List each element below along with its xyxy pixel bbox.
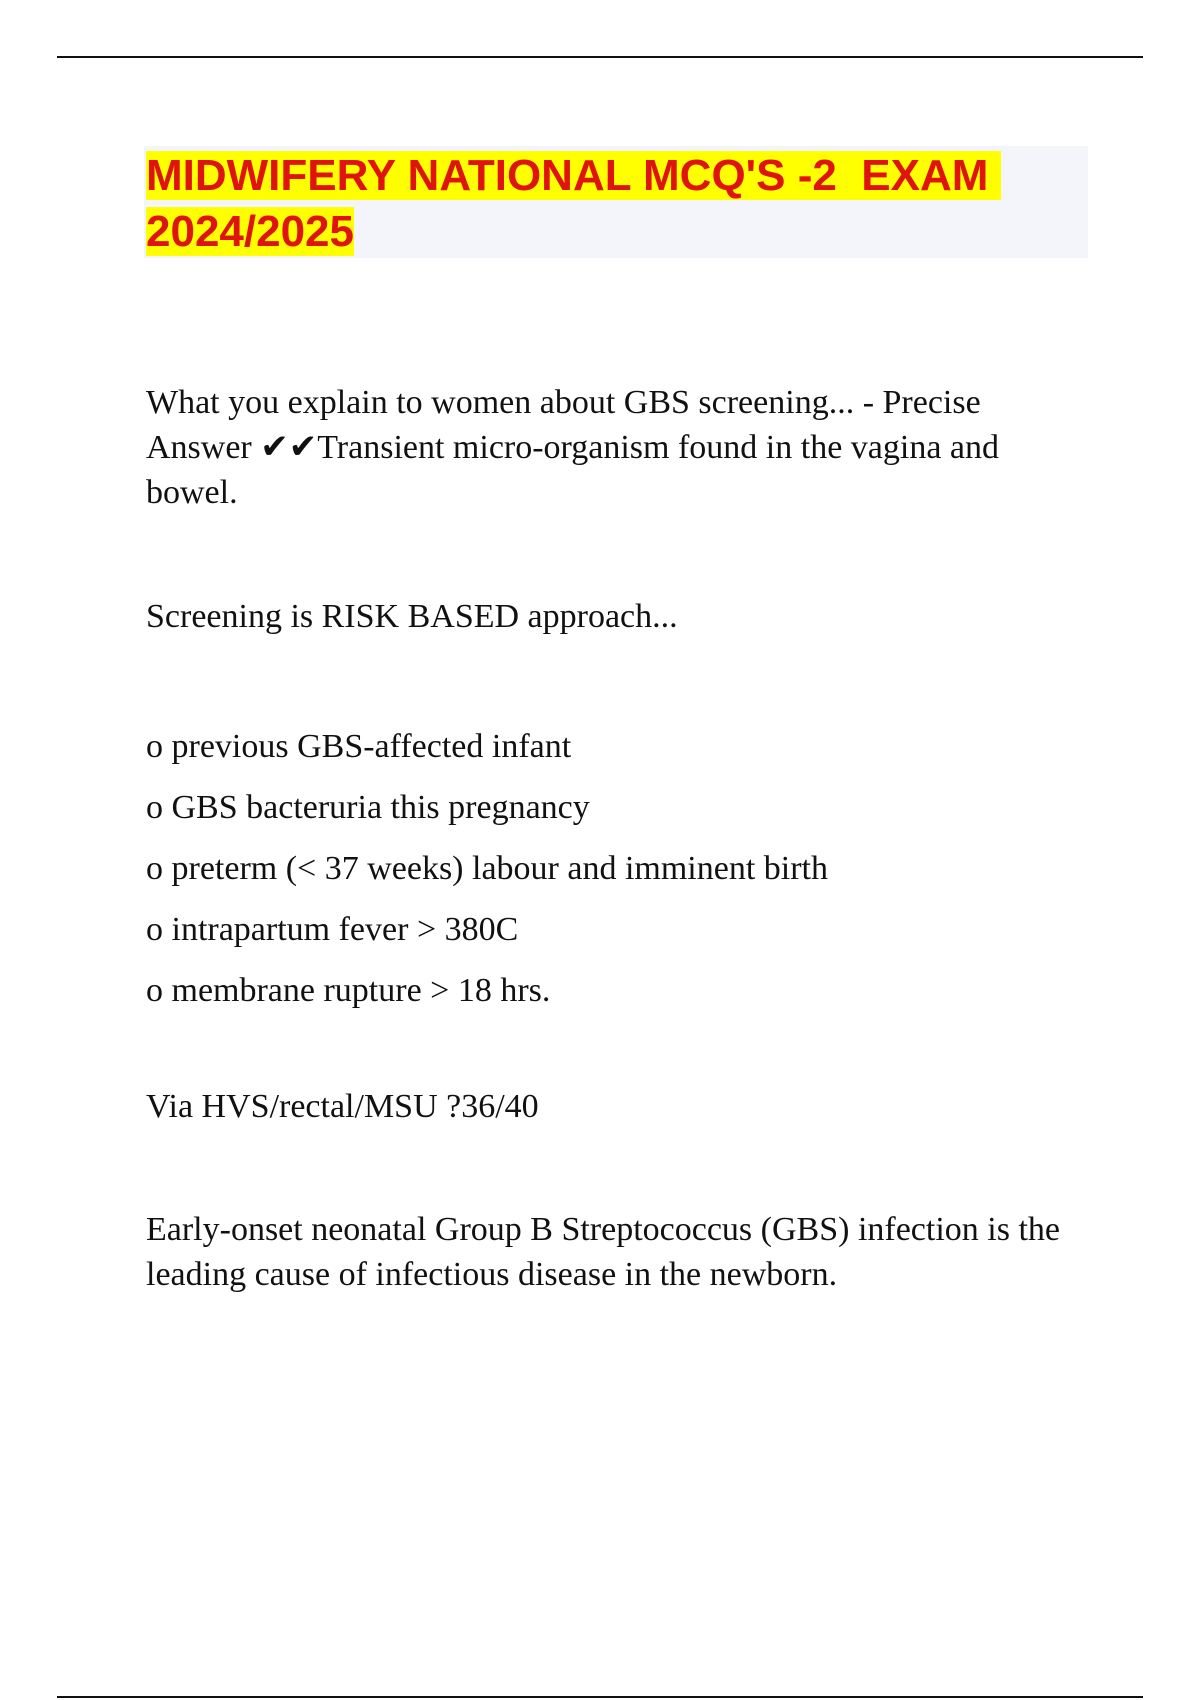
- bottom-rule: [57, 1696, 1143, 1698]
- page-title: [146, 148, 1086, 260]
- question-paragraph: What you explain to women about GBS screening... - Precise Answer ✔✔Transient micro-organism found in the vagina and bowel.: [146, 384, 1000, 511]
- top-rule: [57, 56, 1143, 58]
- list-item: o membrane rupture > 18 hrs.: [146, 972, 551, 1009]
- list-item: o GBS bacteruria this pregnancy: [146, 789, 590, 826]
- screening-paragraph: Screening is RISK BASED approach...: [146, 598, 678, 635]
- list-item: o preterm (< 37 weeks) labour and imminent birth: [146, 850, 828, 887]
- method-paragraph: Via HVS/rectal/MSU ?36/40: [146, 1088, 539, 1125]
- list-item: o intrapartum fever > 380C: [146, 911, 519, 948]
- list-item: o previous GBS-affected infant: [146, 728, 572, 765]
- risk-factor-list: [146, 716, 1086, 1021]
- infection-paragraph: Early-onset neonatal Group B Streptococcus (GBS) infection is the leading cause of infectious disease in the newborn.: [146, 1211, 1060, 1293]
- title-highlight: MIDWIFERY NATIONAL MCQ'S -2 EXAM 2024/2025: [146, 151, 1001, 256]
